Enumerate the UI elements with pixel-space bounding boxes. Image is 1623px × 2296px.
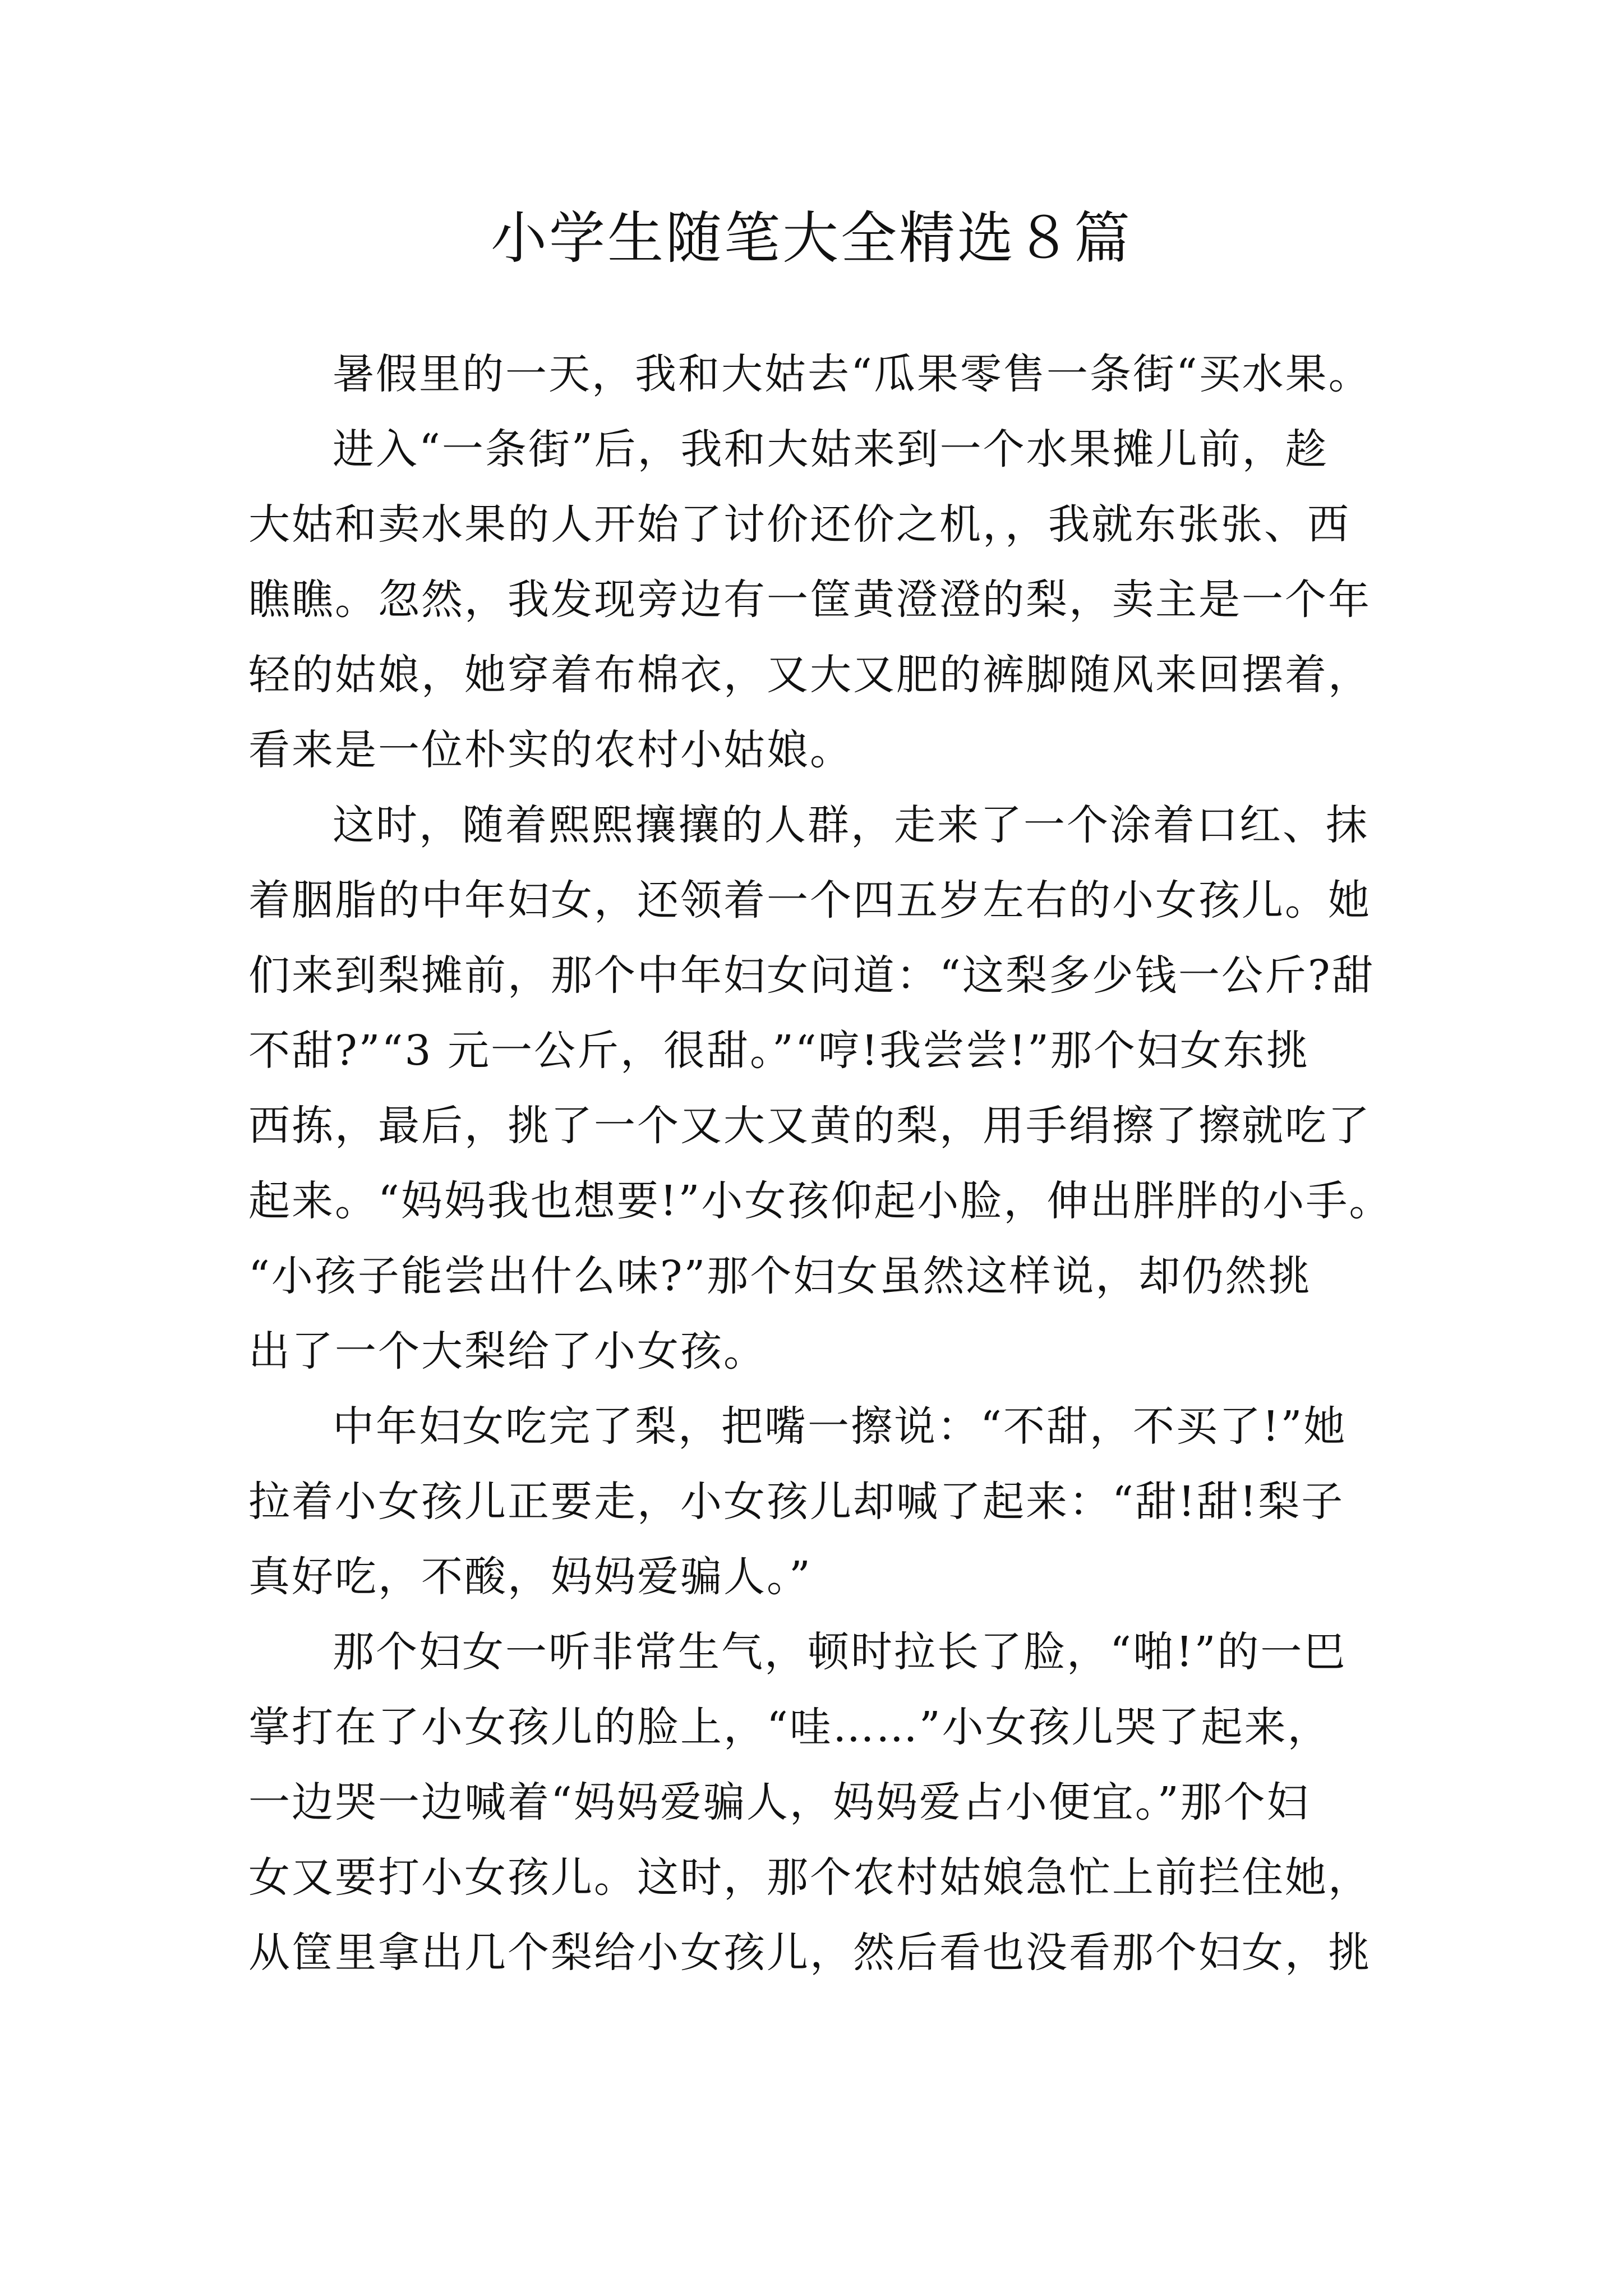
text-line: 出了一个大梨给了小女孩。 bbox=[248, 1327, 767, 1375]
text-line: 这时，随着熙熙攘攘的人群，走来了一个涂着口红、抹 bbox=[333, 801, 1369, 849]
text-line: 着胭脂的中年妇女，还领着一个四五岁左右的小女孩儿。她 bbox=[248, 876, 1371, 924]
document-body bbox=[248, 337, 1393, 1990]
text-line: 拉着小女孩儿正要走，小女孩儿却喊了起来：“甜!甜!梨子 bbox=[248, 1478, 1345, 1526]
text-line: 女又要打小女孩儿。这时，那个农村姑娘急忙上前拦住她， bbox=[248, 1853, 1371, 1902]
text-line: 中年妇女吃完了梨，把嘴一擦说：“不甜，不买了!”她 bbox=[333, 1402, 1347, 1451]
document-title: 小学生随笔大全精选８篇 bbox=[491, 205, 1132, 271]
text-line: 轻的姑娘，她穿着布棉衣，又大又肥的裤脚随风来回摆着， bbox=[248, 651, 1371, 699]
text-line: 们来到梨摊前，那个中年妇女问道：“这梨多少钱一公斤?甜 bbox=[248, 951, 1375, 1000]
text-line: “小孩子能尝出什么味?”那个妇女虽然这样说，却仍然挑 bbox=[248, 1252, 1312, 1300]
text-line: 起来。“妈妈我也想要!”小女孩仰起小脸，伸出胖胖的小手。 bbox=[248, 1177, 1393, 1225]
text-line: 瞧瞧。忽然，我发现旁边有一筐黄澄澄的梨，卖主是一个年 bbox=[248, 576, 1371, 624]
text-line: 大姑和卖水果的人开始了讨价还价之机，，我就东张张、西 bbox=[248, 500, 1350, 549]
text-line: 进入“一条街”后，我和大姑来到一个水果摊儿前，趁 bbox=[333, 425, 1329, 473]
text-line: 从筐里拿出几个梨给小女孩儿，然后看也没看那个妇女，挑 bbox=[248, 1929, 1371, 1977]
text-line: 掌打在了小女孩儿的脸上，“哇……”小女孩儿哭了起来， bbox=[248, 1703, 1331, 1751]
text-line: 看来是一位朴实的农村小姑娘。 bbox=[248, 726, 853, 774]
text-line: 真好吃，不酸，妈妈爱骗人。” bbox=[248, 1553, 812, 1601]
text-line: 那个妇女一听非常生气，顿时拉长了脸，“啪!”的一巴 bbox=[333, 1628, 1347, 1676]
text-line: 暑假里的一天，我和大姑去“瓜果零售一条街“买水果。 bbox=[333, 350, 1372, 398]
text-line: 西拣，最后，挑了一个又大又黄的梨，用手绢擦了擦就吃了 bbox=[248, 1102, 1371, 1150]
text-line: 不甜?”“3 元一公斤，很甜。”“哼!我尝尝!”那个妇女东挑 bbox=[248, 1027, 1310, 1075]
text-line: 一边哭一边喊着“妈妈爱骗人，妈妈爱占小便宜。”那个妇 bbox=[248, 1778, 1310, 1826]
